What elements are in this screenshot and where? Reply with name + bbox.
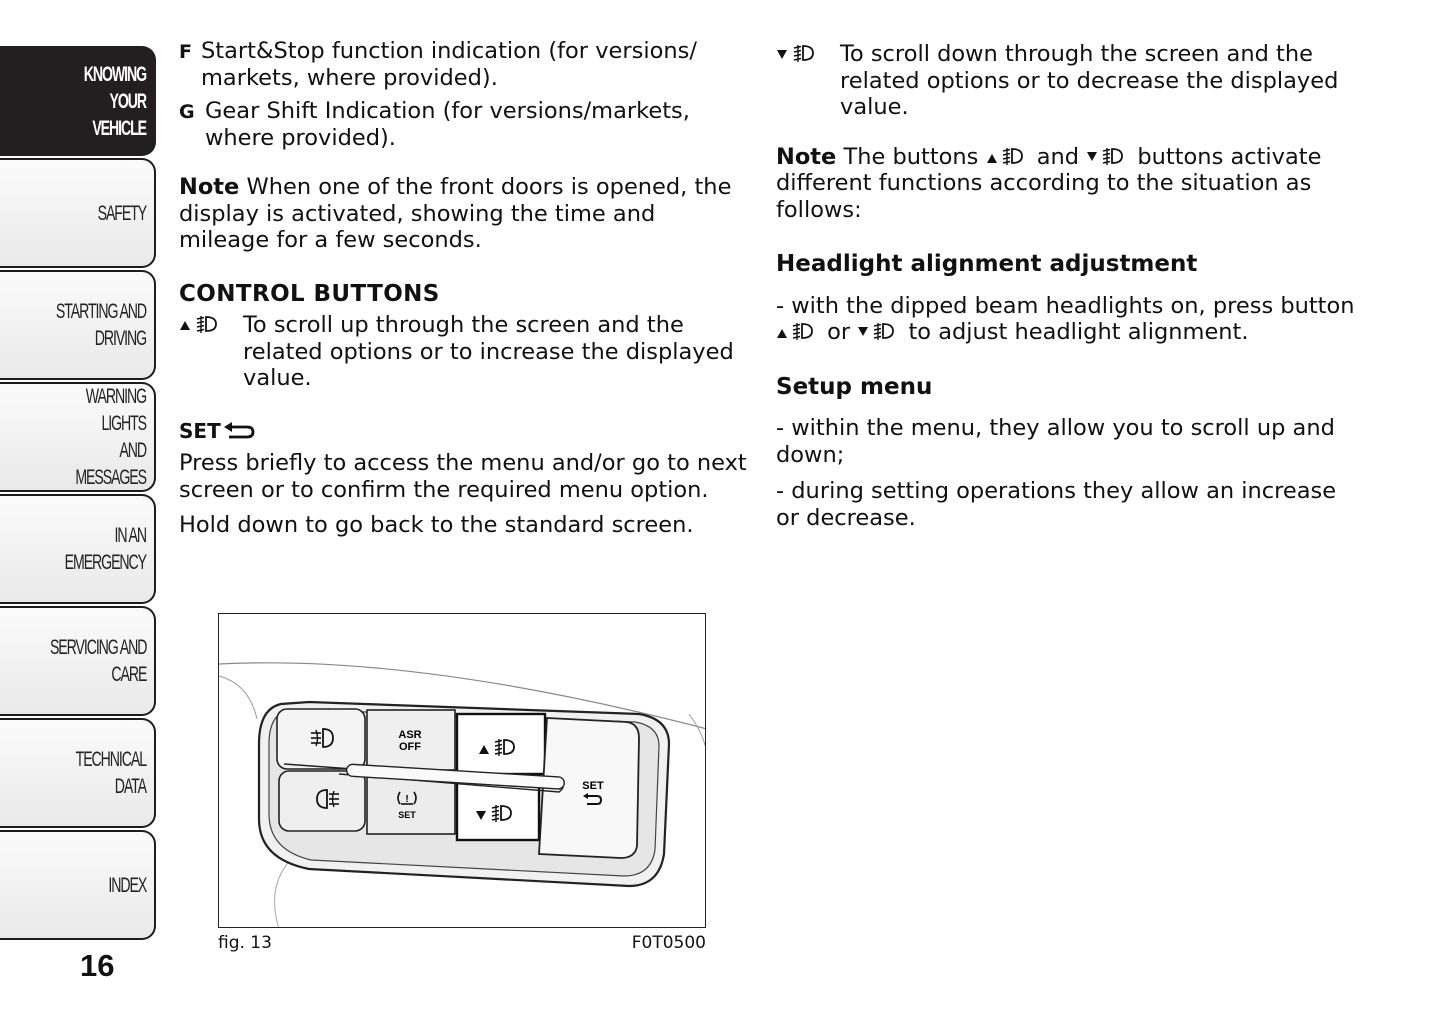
tyre-set-label: SET <box>398 810 416 820</box>
headlight-text-part: to adjust headlight alignment. <box>901 319 1249 345</box>
beam-down-icon <box>857 320 901 342</box>
tab-label-line: STARTING AND <box>55 300 146 323</box>
page-number: 16 <box>80 948 115 983</box>
item-text: Start&Stop function indication (for versions/ markets, where provided). <box>201 38 697 91</box>
tab-label-line: SAFETY <box>97 201 146 225</box>
setup-text-2: - during setting operations they allow an increase or decrease. <box>776 478 1337 531</box>
list-item-g <box>179 98 751 151</box>
note-text: and <box>1029 143 1087 170</box>
svg-text:!: ! <box>405 794 409 805</box>
beam-up-icon <box>776 320 820 342</box>
note-paragraph <box>179 174 751 254</box>
note-text: The buttons <box>836 143 986 170</box>
scroll-up-beam-icon <box>179 312 225 336</box>
tab-label-line: TECHNICAL DATA <box>75 748 146 798</box>
scroll-up-row <box>179 312 751 392</box>
set-label-row <box>179 418 751 445</box>
tab-label-line: CARE <box>111 663 146 686</box>
headlight-text-part: or <box>820 319 858 345</box>
scroll-down-row <box>776 41 1356 121</box>
tab-warning-lights[interactable] <box>0 382 156 492</box>
right-column <box>776 41 1356 531</box>
tab-label-line: IN AN EMERGENCY <box>64 524 146 574</box>
item-letter: G <box>179 101 195 123</box>
figure-code: F0T0500 <box>631 933 706 953</box>
set-button-label: SET <box>582 780 604 792</box>
figure-caption: fig. 13 <box>218 933 272 953</box>
right-note-paragraph <box>776 144 1356 224</box>
item-letter: F <box>179 41 192 63</box>
scroll-up-text: To scroll up through the screen and the related options or to increase the displayed value. <box>243 312 734 391</box>
tab-label-line: INDEX <box>108 873 146 897</box>
note-label: Note <box>179 174 240 200</box>
tab-label-line: KNOWING YOUR <box>83 62 146 113</box>
note-label: Note <box>776 143 837 170</box>
tab-label-line: DRIVING <box>94 327 146 350</box>
off-label: OFF <box>399 741 421 753</box>
setup-menu-heading: Setup menu <box>776 373 933 400</box>
set-label: SET <box>179 418 221 443</box>
tab-label-line: SERVICING AND <box>49 636 146 659</box>
beam-down-icon <box>1086 145 1130 167</box>
tab-knowing-your-vehicle[interactable] <box>0 46 156 156</box>
list-item-f <box>179 38 751 91</box>
control-panel-figure <box>218 613 706 928</box>
item-text: Gear Shift Indication (for versions/markets, where provided). <box>205 98 690 151</box>
control-panel-illustration <box>219 614 706 928</box>
control-buttons-heading: CONTROL BUTTONS <box>179 280 440 307</box>
tab-in-an-emergency[interactable] <box>0 494 156 604</box>
note-text: When one of the front doors is opened, the display is activated, showing the time and mileage for a few seconds. <box>179 174 732 253</box>
tab-safety[interactable] <box>0 158 156 268</box>
tab-servicing-and-care[interactable] <box>0 606 156 716</box>
set-hold-text: Hold down to go back to the standard screen. <box>179 512 694 538</box>
asr-label: ASR <box>398 729 422 741</box>
tab-index[interactable] <box>0 830 156 940</box>
note-text: buttons activate different functions according to the situation as follows: <box>776 143 1322 223</box>
beam-up-icon <box>986 145 1030 167</box>
headlight-heading: Headlight alignment adjustment <box>776 251 1198 277</box>
headlight-text <box>776 293 1356 346</box>
left-column <box>179 38 751 539</box>
scroll-down-text: To scroll down through the screen and the related options or to decrease the displayed value. <box>840 41 1339 120</box>
setup-text-1: - within the menu, they allow you to scroll up and down; <box>776 415 1335 468</box>
tab-technical-data[interactable] <box>0 718 156 828</box>
tab-starting-and-driving[interactable] <box>0 270 156 380</box>
tab-label-line: AND MESSAGES <box>75 439 146 489</box>
set-press-text: Press briefly to access the menu and/or go to next screen or to confirm the required menu option. <box>179 450 747 503</box>
scroll-down-beam-icon <box>776 41 822 65</box>
tab-label-line: VEHICLE <box>92 116 146 140</box>
return-arrow-icon <box>223 421 257 441</box>
tab-label-line: WARNING LIGHTS <box>85 385 146 435</box>
headlight-text-part: - with the dipped beam headlights on, press button <box>776 292 1355 319</box>
